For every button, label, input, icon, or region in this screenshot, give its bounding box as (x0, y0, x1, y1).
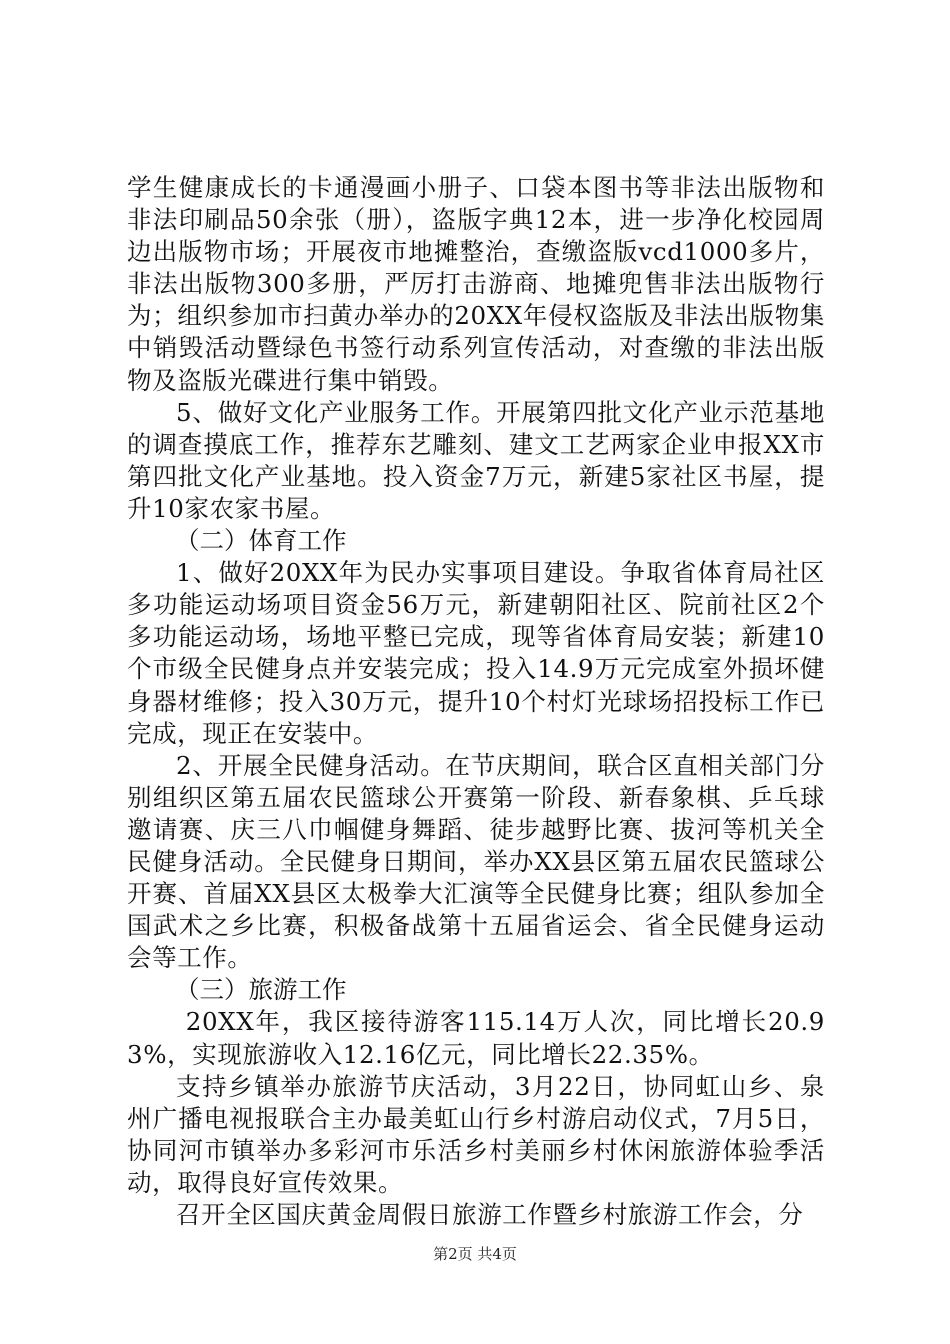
section-heading-tourism: （三）旅游工作 (175, 975, 347, 1005)
paragraph-tourism-stats: 20XX年，我区接待游客115.14万人次，同比增长20.93%，实现旅游收入12.16亿元，同比增长22.35%。 (127, 1007, 825, 1069)
paragraph-culture-industry: 5、做好文化产业服务工作。开展第四批文化产业示范基地的调查摸底工作，推荐东艺雕刻、建文工艺两家企业申报XX市第四批文化产业基地。投入资金7万元，新建5家社区书屋，提升10家农家书屋。 (127, 397, 825, 523)
paragraph-tourism-festivals: 支持乡镇举办旅游节庆活动，3月22日，协同虹山乡、泉州广播电视报联合主办最美虹山行乡村游启动仪式，7月5日，协同河市镇举办多彩河市乐活乡村美丽乡村休闲旅游体验季活动，取得良好宣传效果。 (127, 1071, 825, 1197)
paragraph-fitness-activities: 2、开展全民健身活动。在节庆期间，联合区直相关部门分别组织区第五届农民篮球公开赛第一阶段、新春象棋、乒乓球邀请赛、庆三八巾帼健身舞蹈、徒步越野比赛、拔河等机关全民健身活动。全民健身日期间，举办XX县区第五届农民篮球公开赛、首届XX县区太极拳大汇演等全民健身比赛；组队参加全国武术之乡比赛，积极备战第十五届省运会、省全民健身运动会等工作。 (127, 750, 825, 973)
paragraph-publication-cleanup: 学生健康成长的卡通漫画小册子、口袋本图书等非法出版物和非法印刷品50余张（册），盗版字典12本，进一步净化校园周边出版物市场；开展夜市地摊整治，查缴盗版vcd1000多片，非法出版物300多册，严厉打击游商、地摊兜售非法出版物行为；组织参加市扫黄办举办的20XX年侵权盗版及非法出版物集中销毁活动暨绿色书签行动系列宣传活动，对查缴的非法出版物及盗版光碟进行集中销毁。 (127, 173, 825, 395)
page-footer: 第2页 共4页 (433, 1245, 517, 1263)
document-body (127, 172, 825, 1231)
paragraph-tourism-meeting: 召开全区国庆黄金周假日旅游工作暨乡村旅游工作会，分 (176, 1200, 804, 1229)
paragraph-sports-projects: 1、做好20XX年为民办实事项目建设。争取省体育局社区多功能运动场项目资金56万元，新建朝阳社区、院前社区2个多功能运动场，场地平整已完成，现等省体育局安装；新建10个市级全民健身点并安装完成；投入14.9万元完成室外损坏健身器材维修；投入30万元，提升10个村灯光球场招投标工作已完成，现正在安装中。 (127, 558, 825, 748)
section-heading-sports: （二）体育工作 (175, 526, 347, 556)
